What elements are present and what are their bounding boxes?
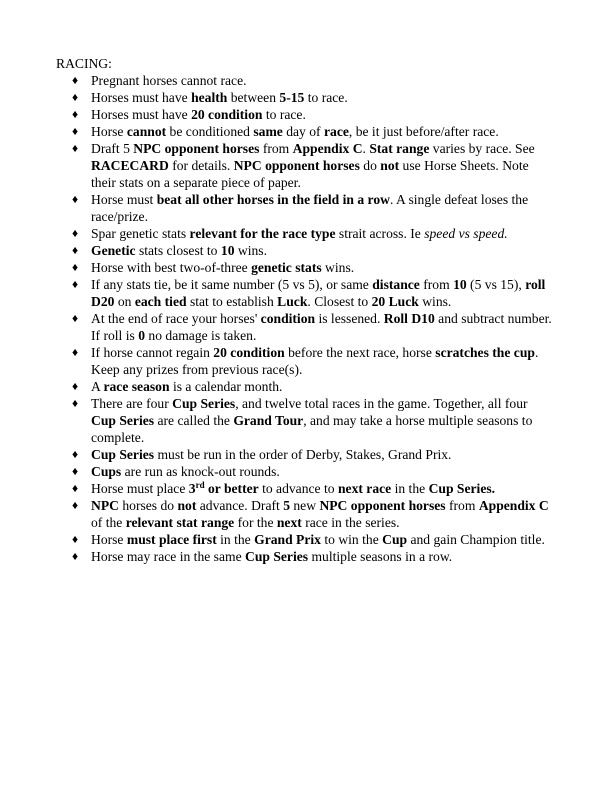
rule-text: Genetic	[91, 243, 136, 258]
rule-text: cannot	[126, 124, 167, 139]
rule-text: to race.	[304, 90, 348, 105]
diamond-bullet-icon: ♦	[72, 124, 79, 138]
rule-text: race in the series.	[301, 515, 400, 530]
rule-text: in the	[391, 481, 429, 496]
rule-item	[72, 446, 554, 463]
rule-text: At the end of race your horses'	[91, 311, 261, 326]
diamond-bullet-icon: ♦	[72, 90, 79, 104]
rule-text: Horse	[91, 124, 127, 139]
rule-text: genetic stats	[251, 260, 322, 275]
rule-text: advance. Draft	[196, 498, 284, 513]
rule-item	[72, 378, 554, 395]
rule-text: are run as knock-out rounds.	[121, 464, 280, 479]
rule-item	[72, 395, 554, 446]
rule-text: RACECARD	[91, 158, 169, 173]
rule-text: horses do	[118, 498, 178, 513]
rule-text: , and twelve total races in the game. Together, all four	[235, 396, 528, 411]
diamond-bullet-icon: ♦	[72, 260, 79, 274]
diamond-bullet-icon: ♦	[72, 192, 79, 206]
rule-text: wins.	[321, 260, 355, 275]
rule-item	[72, 106, 554, 123]
rule-text: no damage is taken.	[145, 328, 257, 343]
rule-text: wins.	[418, 294, 452, 309]
rule-text: rd	[195, 480, 205, 490]
rule-item	[72, 123, 554, 140]
rule-text: between	[227, 90, 280, 105]
rule-text: next race	[337, 481, 392, 496]
rule-text: Cup Series	[172, 396, 236, 411]
rule-text: 10	[220, 243, 235, 258]
rule-text: use Horse Sheets. Note their stats on a separate piece of paper.	[91, 158, 529, 190]
rule-text: and gain Champion title.	[407, 532, 545, 547]
rule-text: . Closest to	[307, 294, 372, 309]
rule-text: 10	[453, 277, 467, 292]
rule-text: NPC opponent horses	[233, 158, 360, 173]
rule-text: multiple seasons in a row.	[308, 549, 453, 564]
rules-list	[0, 72, 612, 565]
rule-text: on	[114, 294, 135, 309]
rule-text: Horse must place	[91, 481, 189, 496]
rule-text: .	[362, 141, 370, 156]
diamond-bullet-icon: ♦	[72, 532, 79, 546]
rule-text: If any stats tie, be it same number (5 vs 5), or same	[91, 277, 373, 292]
rule-item	[72, 89, 554, 106]
rule-text: varies by race. See	[429, 141, 535, 156]
rule-text: from	[445, 498, 479, 513]
rule-text: are called the	[154, 413, 234, 428]
rule-item	[72, 463, 554, 480]
rule-item	[72, 548, 554, 565]
rule-item	[72, 344, 554, 378]
rule-text: for the	[234, 515, 277, 530]
rule-text: . A single defeat loses the race/prize.	[91, 192, 529, 224]
rule-text: NPC	[91, 498, 119, 513]
rule-text: must be run in the order of Derby, Stakes, Grand Prix.	[154, 447, 452, 462]
rule-text: If horse cannot regain	[91, 345, 214, 360]
rule-item	[72, 140, 554, 191]
rule-item	[72, 225, 554, 242]
rule-item	[72, 191, 554, 225]
rule-text: Horse with best two-of-three	[91, 260, 252, 275]
rule-text: same	[253, 124, 283, 139]
rule-text: next	[276, 515, 302, 530]
rule-text: Horse	[91, 532, 127, 547]
rule-text: (5 vs 15),	[466, 277, 526, 292]
rule-text: Horses must have	[91, 107, 192, 122]
rule-text: for details.	[168, 158, 234, 173]
rule-text: Roll D10	[383, 311, 435, 326]
rule-text: from	[419, 277, 454, 292]
rule-text: not	[177, 498, 197, 513]
rule-text: Horse must	[91, 192, 157, 207]
diamond-bullet-icon: ♦	[72, 141, 79, 155]
rule-text: to advance to	[258, 481, 338, 496]
rule-text: roll D20	[91, 277, 546, 309]
diamond-bullet-icon: ♦	[72, 464, 79, 478]
diamond-bullet-icon: ♦	[72, 243, 79, 257]
rule-item	[72, 480, 554, 497]
diamond-bullet-icon: ♦	[72, 549, 79, 563]
rule-text: to race.	[262, 107, 306, 122]
rule-text: to win the	[320, 532, 383, 547]
rule-text: be conditioned	[166, 124, 254, 139]
rule-item	[72, 72, 554, 89]
diamond-bullet-icon: ♦	[72, 345, 79, 359]
rule-text: Luck	[277, 294, 308, 309]
diamond-bullet-icon: ♦	[72, 73, 79, 87]
rule-text: Appendix C	[478, 498, 549, 513]
diamond-bullet-icon: ♦	[72, 447, 79, 461]
rule-text: , and may take a horse multiple seasons to complete.	[91, 413, 533, 445]
rule-text: and subtract number. If roll is	[91, 311, 552, 343]
rule-text: relevant stat range	[125, 515, 235, 530]
rule-item	[72, 310, 554, 344]
rule-text: day of	[282, 124, 324, 139]
rule-text: Horse may race in the same	[91, 549, 245, 564]
rule-text: Cup Series.	[428, 481, 496, 496]
rule-text: is a calendar month.	[169, 379, 283, 394]
rule-text: Grand Tour	[233, 413, 304, 428]
rule-text: relevant for the race type	[189, 226, 336, 241]
rule-text: distance	[372, 277, 420, 292]
rule-text: Cup Series	[91, 413, 155, 428]
diamond-bullet-icon: ♦	[72, 277, 79, 291]
rule-text: Pregnant horses cannot race.	[91, 73, 247, 88]
rule-text: stat to establish	[186, 294, 278, 309]
rule-text: A	[91, 379, 104, 394]
rule-item	[72, 259, 554, 276]
rule-text: strait across. Ie	[335, 226, 425, 241]
rule-text: or better	[204, 481, 259, 496]
rule-text: Spar genetic stats	[91, 226, 190, 241]
rule-text: not	[380, 158, 400, 173]
rule-text: beat all other horses in the field in a row	[156, 192, 390, 207]
rule-text: 3	[188, 481, 196, 496]
rule-text: of the	[91, 515, 126, 530]
rule-text: each tied	[134, 294, 187, 309]
rule-text: speed vs speed.	[424, 226, 508, 241]
rule-text: health	[191, 90, 228, 105]
rule-text: 5-15	[279, 90, 305, 105]
rule-text: NPC opponent horses	[319, 498, 446, 513]
rule-text: before the next race, horse	[284, 345, 436, 360]
rule-item	[72, 531, 554, 548]
rule-text: wins.	[234, 243, 267, 258]
section-heading: RACING:	[56, 56, 112, 71]
rule-text: NPC opponent horses	[133, 141, 260, 156]
rule-text: is lessened.	[315, 311, 384, 326]
rule-text: Grand Prix	[254, 532, 321, 547]
rule-item	[72, 242, 554, 259]
rule-text: race	[323, 124, 349, 139]
diamond-bullet-icon: ♦	[72, 107, 79, 121]
rule-text: 0	[138, 328, 145, 343]
rule-text: Draft 5	[91, 141, 134, 156]
rule-text: scratches the cup	[435, 345, 535, 360]
diamond-bullet-icon: ♦	[72, 311, 79, 325]
rule-text: condition	[260, 311, 316, 326]
rule-text: 20 condition	[213, 345, 285, 360]
rule-text: 5	[283, 498, 290, 513]
rule-text: race season	[103, 379, 170, 394]
diamond-bullet-icon: ♦	[72, 379, 79, 393]
rule-item	[72, 497, 554, 531]
rule-text: Cup Series	[245, 549, 309, 564]
rule-text: stats closest to	[135, 243, 221, 258]
rule-text: . Keep any prizes from previous race(s).	[91, 345, 539, 377]
rule-text: Cup Series	[91, 447, 155, 462]
rule-text: Cup	[382, 532, 408, 547]
diamond-bullet-icon: ♦	[72, 226, 79, 240]
rule-text: must place first	[126, 532, 217, 547]
rule-text: Cups	[91, 464, 122, 479]
rule-text: new	[289, 498, 320, 513]
rule-text: There are four	[91, 396, 173, 411]
rule-text: from	[259, 141, 293, 156]
rule-text: in the	[216, 532, 255, 547]
rule-text: do	[359, 158, 381, 173]
rule-text: 20 Luck	[371, 294, 419, 309]
diamond-bullet-icon: ♦	[72, 481, 79, 495]
diamond-bullet-icon: ♦	[72, 498, 79, 512]
rule-text: Horses must have	[91, 90, 192, 105]
diamond-bullet-icon: ♦	[72, 396, 79, 410]
rule-text: Appendix C	[292, 141, 363, 156]
rule-text: Stat range	[369, 141, 430, 156]
rule-text: 20 condition	[191, 107, 263, 122]
rule-text: , be it just before/after race.	[348, 124, 499, 139]
rule-item	[72, 276, 554, 310]
